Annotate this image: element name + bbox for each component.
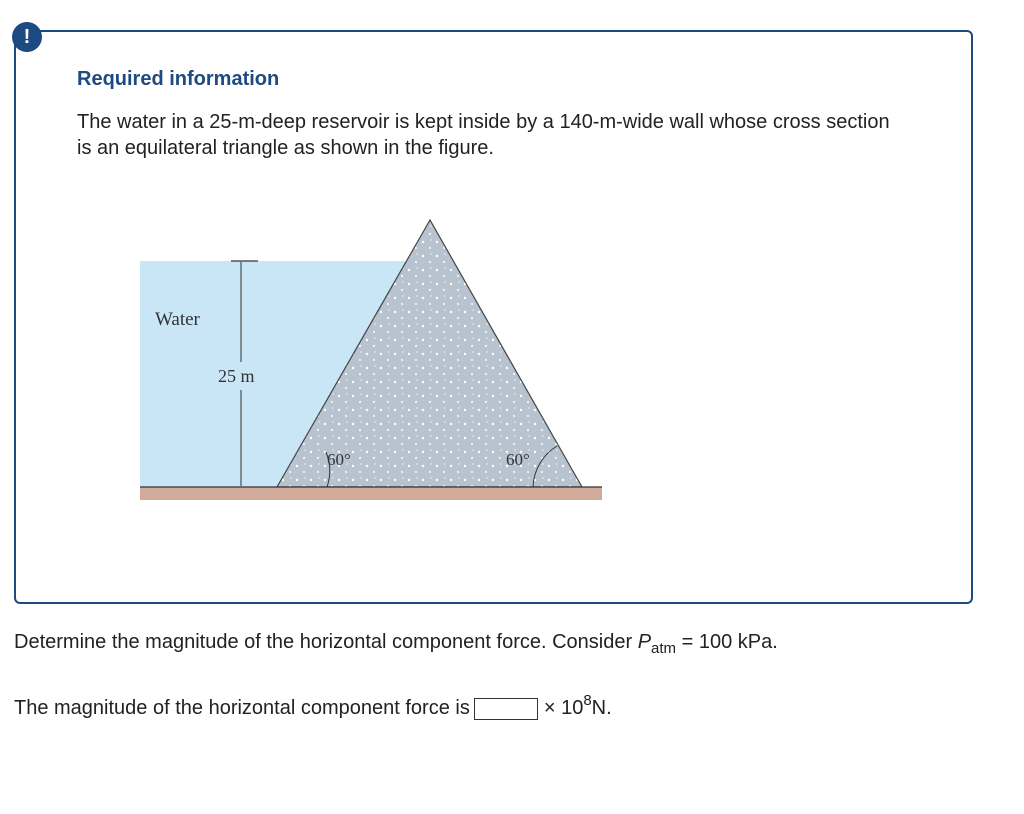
answer-prefix: The magnitude of the horizontal component force is [14, 697, 470, 719]
exponent: 8 [583, 692, 592, 709]
angle-left-label: 60° [327, 450, 351, 469]
alert-icon: ! [12, 22, 42, 52]
water-label: Water [155, 309, 200, 330]
question-main: Determine the magnitude of the horizontal component force. Consider [14, 631, 638, 653]
depth-label: 25 m [218, 366, 255, 386]
problem-intro: The water in a 25-m-deep reservoir is kept inside by a 140-m-wide wall whose cross section is an equilateral triangle as shown in the figure. [77, 111, 890, 159]
p-value: = 100 kPa. [676, 631, 778, 653]
p-subscript: atm [651, 640, 677, 657]
angle-right-label: 60° [506, 450, 530, 469]
answer-input[interactable] [474, 698, 538, 720]
unit: N. [591, 697, 612, 719]
p-symbol: P [637, 631, 652, 653]
ground [140, 487, 602, 500]
panel-title: Required information [77, 68, 280, 90]
answer-row [14, 692, 612, 720]
times-ten: × 10 [543, 697, 584, 719]
question-text [14, 631, 778, 657]
